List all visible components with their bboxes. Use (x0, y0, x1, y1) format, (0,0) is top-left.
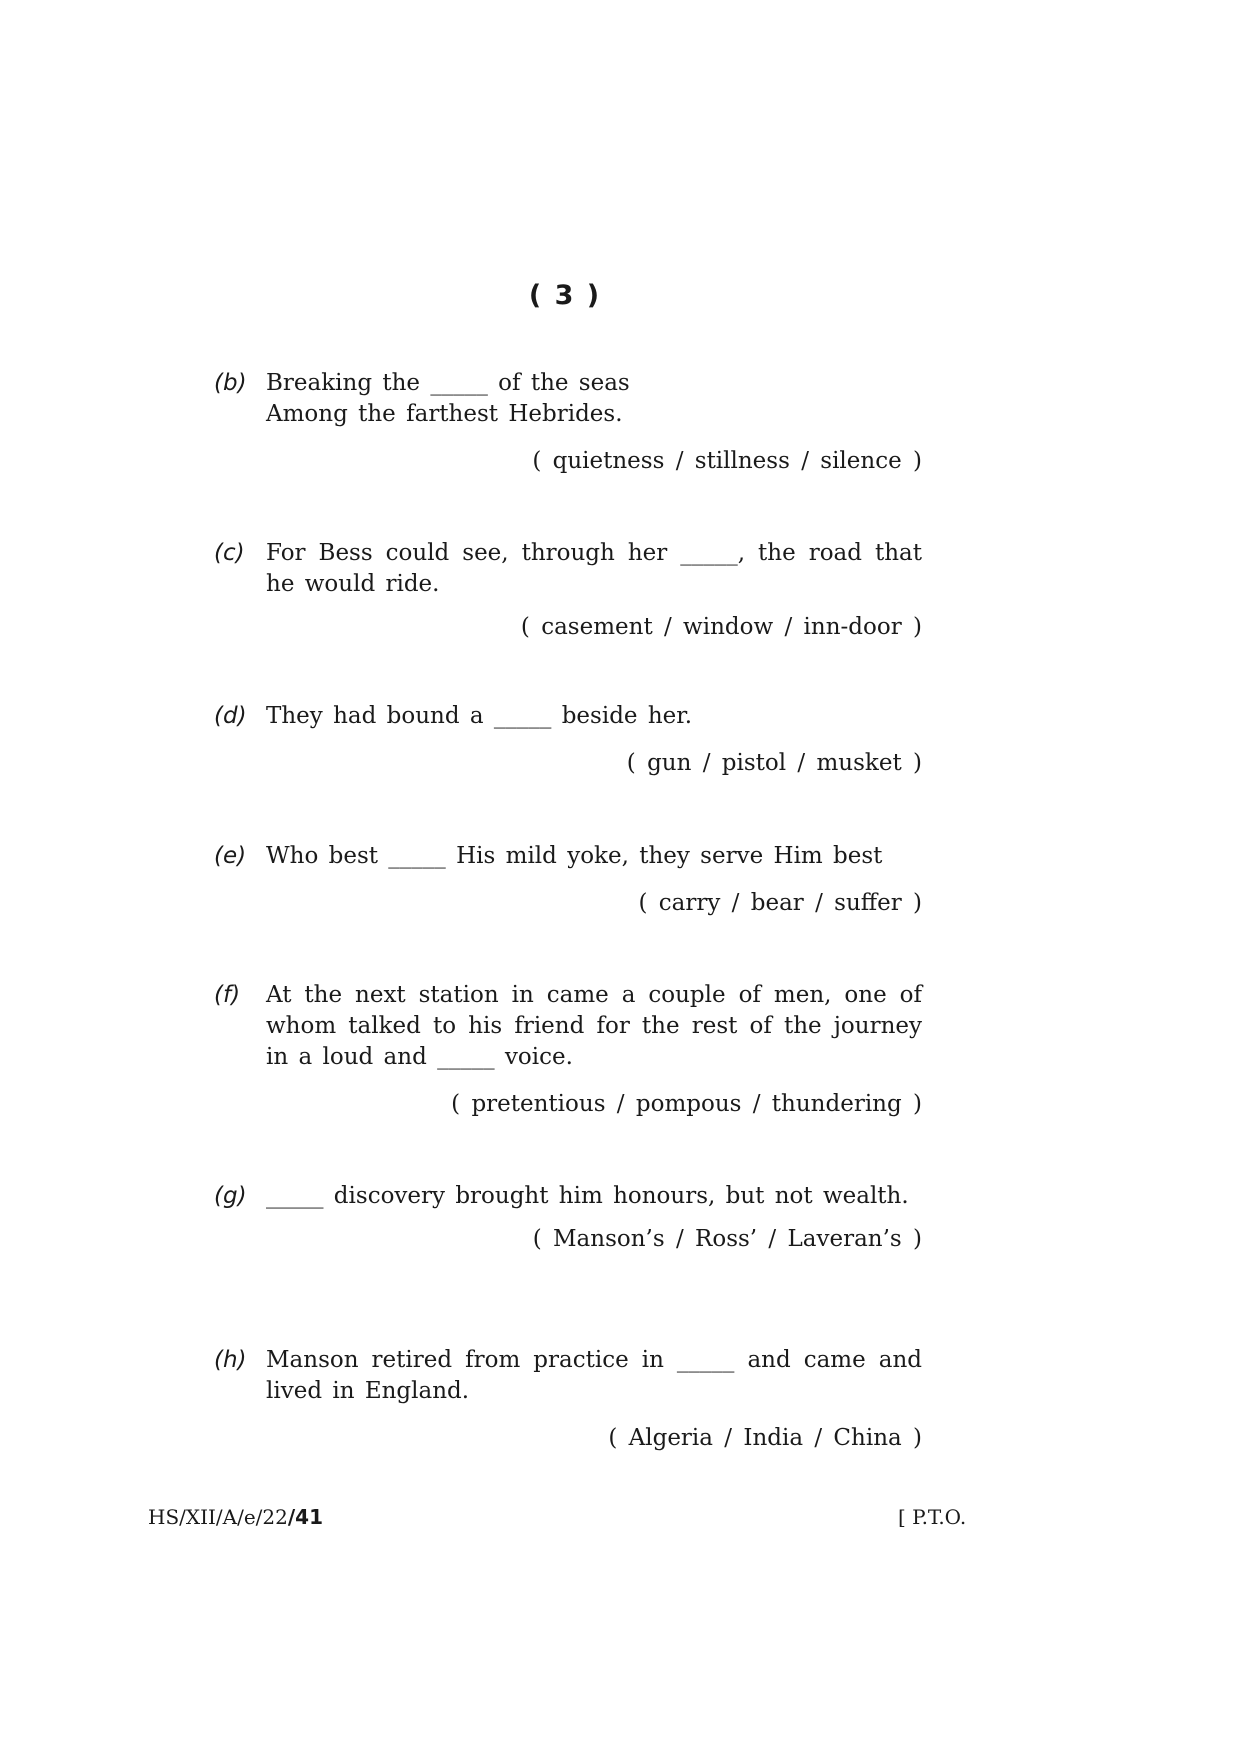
question-text: At the next station in came a couple of men, one of whom talked to his friend for the rest of the journey in a loud and _____ voice. (266, 982, 922, 1070)
question-h (214, 1345, 922, 1454)
question-text: Who best _____ His mild yoke, they serve Him best (266, 843, 883, 869)
paper-code (148, 1505, 323, 1529)
answer-options: ( Algeria / India / China ) (608, 1425, 922, 1451)
question-g (214, 1181, 922, 1255)
question-text (266, 368, 922, 430)
question-f (214, 980, 922, 1120)
question-b (214, 368, 922, 477)
question-d (214, 701, 922, 779)
page-number: ( 3 ) (528, 280, 602, 311)
question-label: (c) (214, 540, 245, 566)
question-text-line-1: Breaking the _____ of the seas (266, 370, 630, 396)
question-label: (g) (214, 1183, 247, 1209)
question-label: (h) (214, 1347, 247, 1373)
question-c (214, 538, 922, 643)
paper-code-prefix: HS/XII/A/e/22 (148, 1505, 288, 1529)
question-label: (b) (214, 370, 247, 396)
answer-options: ( Manson’s / Ross’ / Laveran’s ) (532, 1226, 922, 1252)
answer-options: ( casement / window / inn-door ) (520, 614, 922, 640)
paper-code-suffix: /41 (287, 1505, 324, 1529)
question-e (214, 841, 922, 919)
question-text: _____ discovery brought him honours, but not wealth. (266, 1183, 909, 1209)
question-text: For Bess could see, through her _____, the road that he would ride. (266, 540, 922, 597)
question-label: (e) (214, 843, 247, 869)
answer-options: ( quietness / stillness / silence ) (532, 448, 922, 474)
answer-options: ( carry / bear / suffer ) (638, 890, 922, 916)
pto-marker: [ P.T.O. (898, 1505, 967, 1529)
question-label: (f) (214, 982, 241, 1008)
answer-options: ( pretentious / pompous / thundering ) (451, 1091, 922, 1117)
answer-options: ( gun / pistol / musket ) (626, 750, 922, 776)
question-text-line-2: Among the farthest Hebrides. (266, 401, 623, 427)
question-label: (d) (214, 703, 247, 729)
question-text: Manson retired from practice in _____ and came and lived in England. (266, 1347, 922, 1404)
question-text: They had bound a _____ beside her. (266, 703, 693, 729)
